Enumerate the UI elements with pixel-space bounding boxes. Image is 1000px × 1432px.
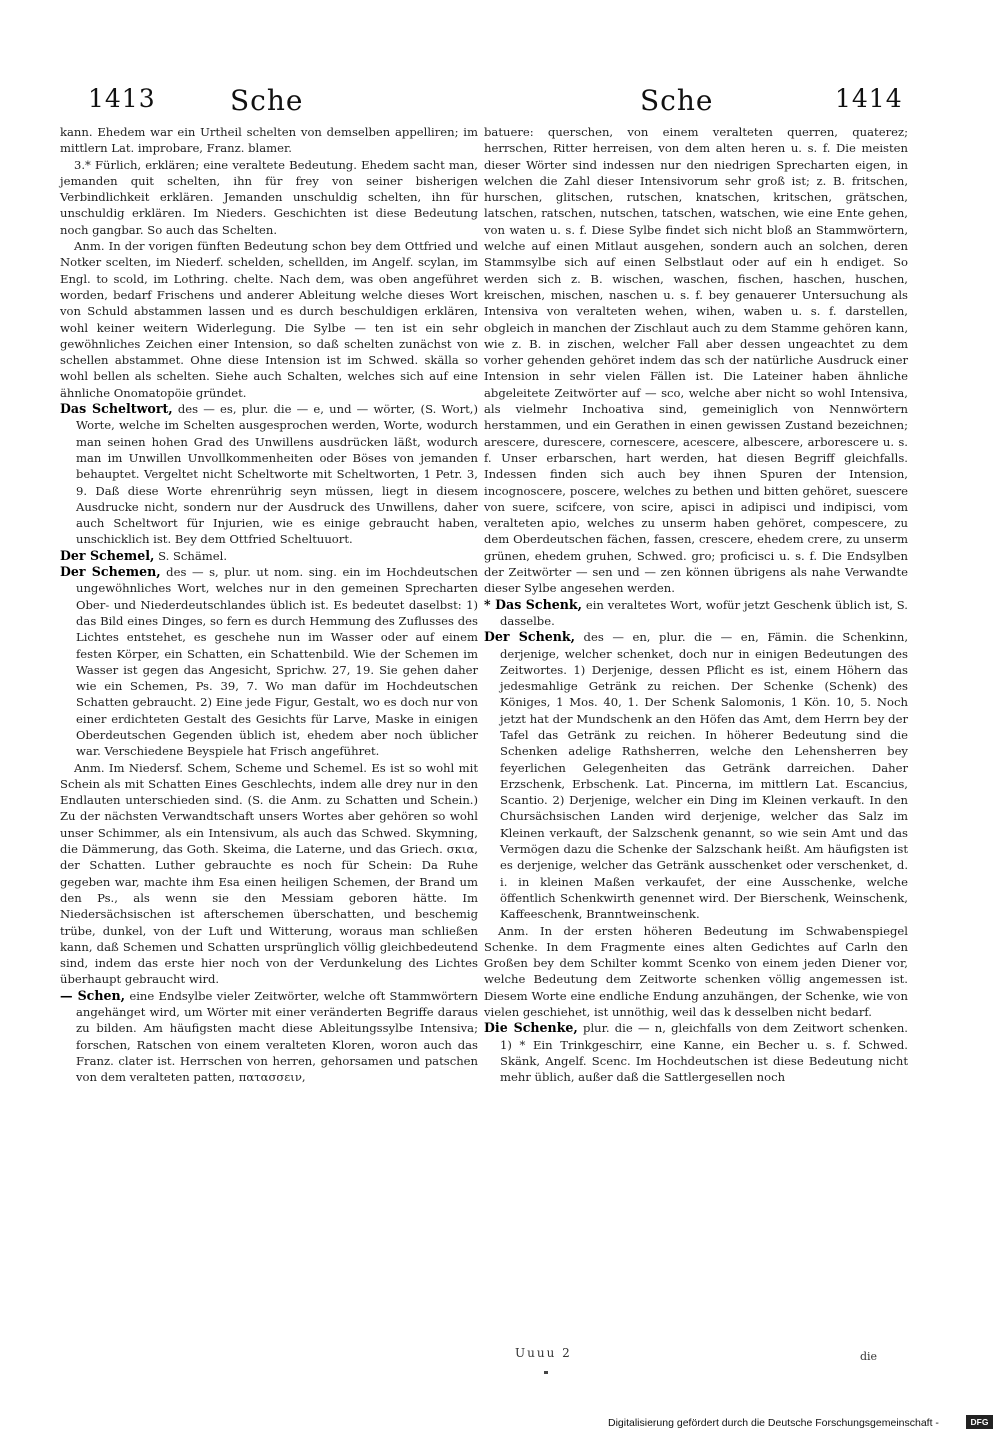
signature-mark: Uuuu 2 <box>515 1346 572 1360</box>
annotation-paragraph: Anm. In der ersten höheren Bedeutung im Schwabenspiegel Schenke. In dem Fragmente eines alten Gedichtes auf Carln den Großen bey dem Schilter kommt Scenko von einem jeden Diener vor, welche Bedeutung dem Zeitworte schenken völlig angemessen ist. Diesem Worte eine endliche Endung anzuhängen, der Schenke, wie von vielen geschiehet, ist unnöthig, weil das k desselben nicht bedarf. <box>484 923 908 1020</box>
annotation-paragraph: Anm. Im Niedersf. Schem, Scheme und Schemel. Es ist so wohl mit Schein als mit Schatten Eines Geschlechts, indem alle drey nur in den Endlauten unterschieden sind. (S. die Anm. zu Schatten und Schein.) Zu der nächsten Verwandtschaft unsers Wortes aber gehören so wohl unser Schimmer, als ein Intensivum, als auch das Schwed. Skymning, die Dämmerung, das Goth. Skeima, die Laterne, und das Griech. σκια, der Schatten. Luther gebrauchte es noch für Schein: Da Ruhe gegeben war, machte ihm Esa einen heiligen Schemen, der Brand um den Ps., als wenn sie den Messiam geboren hätte. Im Niedersächsischen ist afterschemen überschatten, und beschemig trübe, dunkel, von der Luft und Witterung, woraus man schließen kann, daß Schemen und Schatten ursprünglich völlig gleichbedeutend sind, indem das erste hier noch von der Verdunkelung des Lichtes überhaupt gebraucht wird. <box>60 760 478 987</box>
running-head-right: Sche <box>640 84 714 117</box>
left-column <box>60 124 478 1086</box>
dictionary-entry <box>484 1020 908 1085</box>
dictionary-entry <box>60 401 478 548</box>
annotation-paragraph: Anm. In der vorigen fünften Bedeutung schon bey dem Ottfried und Notker scelten, im Niederf. schelden, schellden, im Angelf. scylan, im Engl. to scold, im Lothring. chelte. Nach dem, was oben angeführet worden, bedarf Frischens und anderer Ableitung welche dieses Wort von Schuld abstammen lassen und es durch beschuldigen erklären, wohl keiner weitern Widerlegung. Die Sylbe — ten ist ein sehr gewöhnliches Zeichen einer Intension, so daß schelten zunächst von schellen abstammet. Ohne diese Intension ist im Schwed. skälla so wohl bellen als schelten. Siehe auch Schalten, welches sich auf eine ähnliche Onomatopöie gründet. <box>60 239 478 400</box>
page-number-left: 1413 <box>88 84 156 113</box>
entry-text: S. Schämel. <box>154 548 228 563</box>
entry-text: plur. die — n, gleichfalls von dem Zeitwort schenken. 1) * Ein Trinkgeschirr, eine Kanne, ein Becher u. s. f. Schwed. Skänk, Angelf. Scenc. Im Hochdeutschen ist diese Bedeutung nicht mehr üblich, außer daß die Sattlergesellen noch <box>500 1021 908 1085</box>
printer-mark <box>544 1371 548 1374</box>
digitization-credit: Digitalisierung gefördert durch die Deutsche Forschungsgemeinschaft - <box>608 1417 939 1429</box>
entry-text: eine Endsylbe vieler Zeitwörter, welche oft Stammwörtern angehänget wird, um Wörter mit einer veränderten Begriffe daraus zu bilden. Am häufigsten macht diese Ableitungssylbe Intensiva; forschen, Ratschen von einem veralteten Kloren, woron auch das Franz. clater ist. Herrschen von herren, gehorsamen und patschen von dem veralteten patten, πατασσειν, <box>76 988 478 1085</box>
dictionary-entry <box>60 548 478 564</box>
annotation-paragraph: 3.* Fürlich, erklären; eine veraltete Bedeutung. Ehedem sacht man, jemanden quit schelten, ihn für frey von seiner bisherigen Verbindlichkeit erklären. Jemanden unschuldig schelten, ihn für unschuldig erklären. Im Nieders. Geschichten ist diese Bedeutung noch gangbar. So auch das Schelten. <box>60 157 478 237</box>
right-column <box>484 124 908 1086</box>
entry-headword: Das Scheltwort, <box>60 401 173 417</box>
entry-headword: Der Schemel, <box>60 547 155 563</box>
entry-headword: Der Schenk, <box>484 629 576 645</box>
dictionary-entry <box>484 629 908 922</box>
entry-headword: Der Schemen, <box>60 564 161 580</box>
dictionary-entry <box>60 564 478 760</box>
entry-headword: * Das Schenk, <box>484 596 583 612</box>
entry-text: des — s, plur. ut nom. sing. ein im Hochdeutschen ungewöhnliches Wort, welches nur in den gemeinen Sprecharten Ober- und Niederdeutschlandes üblich ist. Es bedeutet daselbst: 1) das Bild eines Dinges, so fern es durch Hemmung des Zuflusses des Lichtes entstehet, es geschehe nun im Wasser oder auf einem festen Körper, ein Schatten, ein Schattenbild. Wie der Schemen im Wasser ist gegen das Angesicht, Sprichw. 27, 19. Sie gehen daher wie ein Schemen, Ps. 39, 7. Wo man dafür im Hochdeutschen Schatten gebraucht. 2) Eine jede Figur, Gestalt, wo es doch nur von einer erdichteten Gestalt des Gesichts für Larve, Maske in einigen Oberdeutschen Gegenden üblich ist, ehedem aber noch üblicher war. Verschiedene Beyspiele hat Frisch angeführet. <box>76 565 478 759</box>
continued-paragraph: kann. Ehedem war ein Urtheil schelten von demselben appelliren; im mittlern Lat. improbare, Franz. blamer. <box>60 125 478 156</box>
dfg-logo: DFG <box>966 1415 993 1429</box>
entry-text: des — es, plur. die — e, und — wörter, (S. Wort,) Worte, welche im Schelten ausgesprochen werden, Worte, wodurch man seinen hohen Grad des Unwillens ausdrücken läßt, wodurch man im Unwillen Unvollkommenheiten oder Böses von jemanden behauptet. Vergeltet nicht Scheltworte mit Scheltworten, 1 Petr. 3, 9. Daß diese Worte ehrenrührig seyn müssen, liegt in diesem Ausdrucke nicht, sondern nur der Ausdruck des Unwillens, daher auch Scheltwort für Injurien, wie es einige gebraucht haben, unschicklich ist. Bey dem Ottfried Scheltuuort. <box>76 402 478 547</box>
continued-paragraph: batuere: querschen, von einem veralteten querren, quaterez; herrschen, Ritter herreisen, von dem alten heren u. s. f. Die meisten dieser Wörter sind indessen nur den niedrigen Sprecharten eigen, in welchen die Zahl dieser Intensivorum sehr groß ist; z. B. fritschen, hurschen, glitschen, rutschen, knatschen, kritschen, grätschen, latschen, ratschen, nutschen, tatschen, watschen, wie eine Ente gehen, von waten u. s. f. Diese Sylbe findet sich nicht bloß an Stammwörtern, welche auf einen Mitlaut ausgehen, sondern auch an solchen, deren Stammsylbe sich auf einen Selbstlaut oder auf ein h endiget. So werden sich z. B. wischen, waschen, fischen, haschen, huschen, kreischen, mischen, naschen u. s. f. bey genauerer Untersuchung als Intensiva von veralteten wehen, wihen, waben u. s. f. darstellen, obgleich in manchen der Zischlaut auch zu dem Stamme gehören kann, wie z. B. in zischen, welcher Fall aber dessen ungeachtet zu dem vorher gehenden gehöret indem das sch der natürliche Ausdruck einer Intension in sehr vielen Fällen ist. Die Lateiner haben ähnliche abgeleitete Zeitwörter auf — sco, welche aber nicht so wohl Intensiva, als vielmehr Inchoativa sind, gemeiniglich von Nennwörtern herstammen, und ein Gerathen in einen gewissen Zustand bezeichnen; arescere, durescere, cornescere, acescere, albescere, arborescere u. s. f. Unser erbarschen, hart werden, hat diesen Begriff gleichfalls. Indessen finden sich auch bey ihnen Spuren der Intension, incognoscere, poscere, welches zu bethen und bitten gehöret, suescere von suere, scifcere, von scire, apisci in adipisci und indipisci, vom veralteten apio, welches zu unserm haben gehöret, compescere, zu dem Oberdeutschen fächen, fassen, crescere, ehedem crere, zu unserm grünen, ehedem gruhen, Schwed. gro; proficisci u. s. f. Die Endsylben der Zeitwörter — sen und — zen können übrigens als nahe Verwandte dieser Sylbe angesehen werden. <box>484 125 908 596</box>
page-number-right: 1414 <box>835 84 903 113</box>
entry-headword: Die Schenke, <box>484 1020 578 1036</box>
dictionary-entry <box>60 988 478 1086</box>
entry-text: ein veraltetes Wort, wofür jetzt Geschenk üblich ist, S. dasselbe. <box>500 597 908 628</box>
running-head-left: Sche <box>230 84 304 117</box>
entry-text: des — en, plur. die — en, Fämin. die Schenkinn, derjenige, welcher schenket, doch nur in einigen Bedeutungen des Zeitwortes. 1) Derjenige, dessen Pflicht es ist, einem Höhern das jedesmahlige Getränk zu reichen. Der Schenke (Schenk) des Königes, 1 Mos. 40, 1. Der Schenk Salomonis, 1 Kön. 10, 5. Noch jetzt hat der Mundschenk an den Höfen das Amt, dem Herrn bey der Tafel das Getränk zu reichen. In höherer Bedeutung sind die Schenken adelige Rathsherren, welche den Lehensherren bey feyerlichen Gelegenheiten das Getränk darreichen. Daher Erzschenk, Erbschenk. Lat. Pincerna, im mittlern Lat. Escancius, Scantio. 2) Derjenige, welcher ein Ding im Kleinen verkauft. In den Chursächsischen Landen wird derjenige, welcher das Salz im Kleinen verkauft, der Salzschenk genannt, so wie sein Amt und das Vermögen dazu die Schenke der Salzschank heißt. Am häufigsten ist es derjenige, welcher das Getränk ausschenket oder verschenket, d. i. in kleinen Maßen verkaufet, der eine Ausschenke, welche öffentlich Schenkwirth genennet wird. Der Bierschenk, Weinschenk, Kaffeeschenk, Branntweinschenk. <box>500 630 909 922</box>
entry-headword: — Schen, <box>60 987 126 1003</box>
dictionary-entry <box>484 597 908 630</box>
catchword: die <box>860 1350 878 1363</box>
